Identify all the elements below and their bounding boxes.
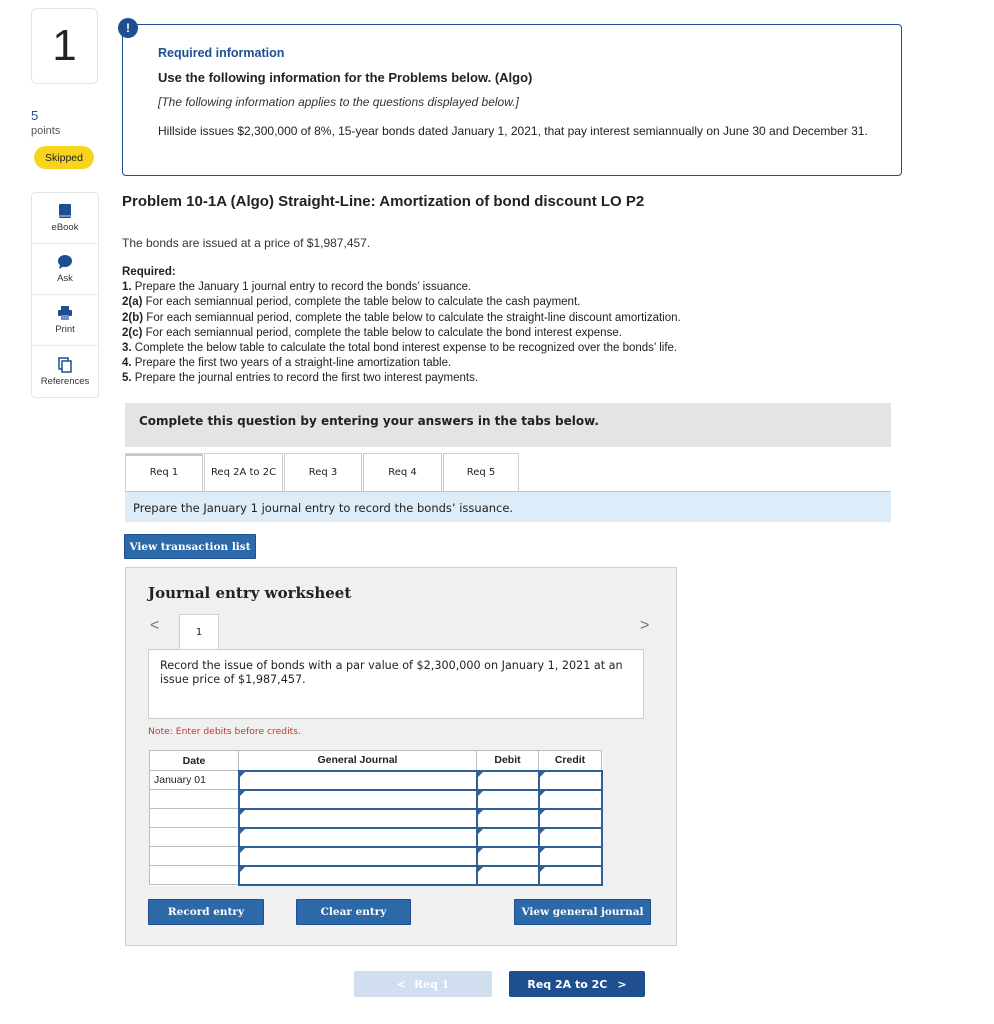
question-number: 1 [31,8,98,84]
required-item: 1. Prepare the January 1 journal entry to record the bonds’ issuance. [122,281,472,294]
record-entry-button[interactable]: Record entry [148,899,264,925]
tab-req-5[interactable]: Req 5 [443,453,519,492]
references-label: References [40,375,90,387]
alert-icon: ! [118,18,138,38]
worksheet-page-tab[interactable]: 1 [179,614,219,650]
prev-page-arrow-icon[interactable]: < [150,617,160,634]
required-item: 5. Prepare the journal entries to record the first two interest payments. [122,372,479,385]
view-transaction-list-button[interactable]: View transaction list [124,534,256,559]
column-header-date: Date [150,751,239,771]
next-req-button[interactable] [509,971,645,997]
ask-label: Ask [57,273,73,284]
print-button[interactable] [32,295,98,346]
date-cell: January 01 [150,771,239,790]
table-row [150,790,602,809]
references-icon [58,357,72,373]
prev-req-label: Req 1 [413,977,450,991]
general-journal-input[interactable] [239,847,477,866]
required-list [122,265,882,387]
credit-input[interactable] [539,809,602,828]
general-journal-input[interactable] [239,828,477,847]
date-cell [150,828,239,847]
tab-req-4[interactable]: Req 4 [363,453,442,492]
ask-button[interactable] [32,244,98,295]
printer-icon [57,305,73,321]
print-label: Print [55,324,75,335]
chat-bubble-icon [57,254,73,270]
info-subheading: Use the following information for the Problems below. (Algo) [158,70,533,85]
general-journal-input[interactable] [239,866,477,885]
tabs-banner-text: Complete this question by entering your answers in the tabs below. [139,414,599,428]
tab-req-2a-to-2c[interactable]: Req 2A to 2C [204,453,283,492]
ebook-button[interactable] [32,193,98,244]
date-cell [150,790,239,809]
credit-input[interactable] [539,790,602,809]
column-header-general-journal: General Journal [239,751,477,771]
table-row [150,828,602,847]
next-page-arrow-icon[interactable]: > [640,617,650,634]
table-row [150,866,602,885]
table-row [150,809,602,828]
required-item: 4. Prepare the first two years of a straight-line amortization table. [122,357,452,370]
date-cell [150,847,239,866]
chevron-right-icon: > [617,977,627,991]
required-item: 3. Complete the below table to calculate the total bond interest expense to be recognized over the bonds’ life. [122,342,678,355]
debit-input[interactable] [477,790,539,809]
points-value: 5 [31,108,39,123]
prev-req-button[interactable] [354,971,492,997]
column-header-debit: Debit [477,751,539,771]
tools-panel [31,192,99,398]
required-item: 2(b) For each semiannual period, complete the table below to calculate the straight-line discount amortization. [122,311,681,324]
required-information-heading: Required information [158,46,285,60]
credit-input[interactable] [539,771,602,790]
tab-req-3[interactable]: Req 3 [284,453,362,492]
date-cell [150,809,239,828]
points-label: points [31,125,61,137]
credit-input[interactable] [539,847,602,866]
references-button[interactable] [32,346,98,397]
general-journal-input[interactable] [239,809,477,828]
next-req-label: Req 2A to 2C [527,977,608,991]
problem-title: Problem 10-1A (Algo) Straight-Line: Amortization of bond discount LO P2 [122,193,645,210]
general-journal-input[interactable] [239,790,477,809]
status-badge: Skipped [34,146,94,169]
info-applies-note: [The following information applies to the questions displayed below.] [158,95,519,109]
view-general-journal-button[interactable]: View general journal [514,899,651,925]
debit-input[interactable] [477,828,539,847]
chevron-left-icon: < [396,977,406,991]
required-item: 2(a) For each semiannual period, complete the table below to calculate the cash payment. [122,296,581,309]
debit-input[interactable] [477,847,539,866]
debit-input[interactable] [477,809,539,828]
info-body: Hillside issues $2,300,000 of 8%, 15-year bonds dated January 1, 2021, that pay interest semiannually on June 30 and December 31. [158,124,868,138]
worksheet-description: Record the issue of bonds with a par value of $2,300,000 on January 1, 2021 at an issue price of $1,987,457. [160,659,623,686]
credit-input[interactable] [539,866,602,885]
column-header-credit: Credit [539,751,602,771]
ebook-label: eBook [51,222,79,233]
table-row [150,847,602,866]
debit-input[interactable] [477,771,539,790]
tab-instruction-text: Prepare the January 1 journal entry to record the bonds’ issuance. [133,501,514,515]
debits-note: Note: Enter debits before credits. [148,726,301,737]
problem-issued-text: The bonds are issued at a price of $1,987,457. [122,236,371,250]
required-heading: Required: [122,266,176,278]
required-item: 2(c) For each semiannual period, complete the table below to calculate the bond interest expense. [122,326,622,339]
debit-input[interactable] [477,866,539,885]
table-row [150,771,602,790]
clear-entry-button[interactable]: Clear entry [296,899,411,925]
book-icon [58,203,72,219]
tab-req-1[interactable]: Req 1 [125,453,203,492]
date-cell [150,866,239,885]
journal-table [149,750,603,886]
credit-input[interactable] [539,828,602,847]
worksheet-title: Journal entry worksheet [148,584,352,602]
general-journal-input[interactable] [239,771,477,790]
